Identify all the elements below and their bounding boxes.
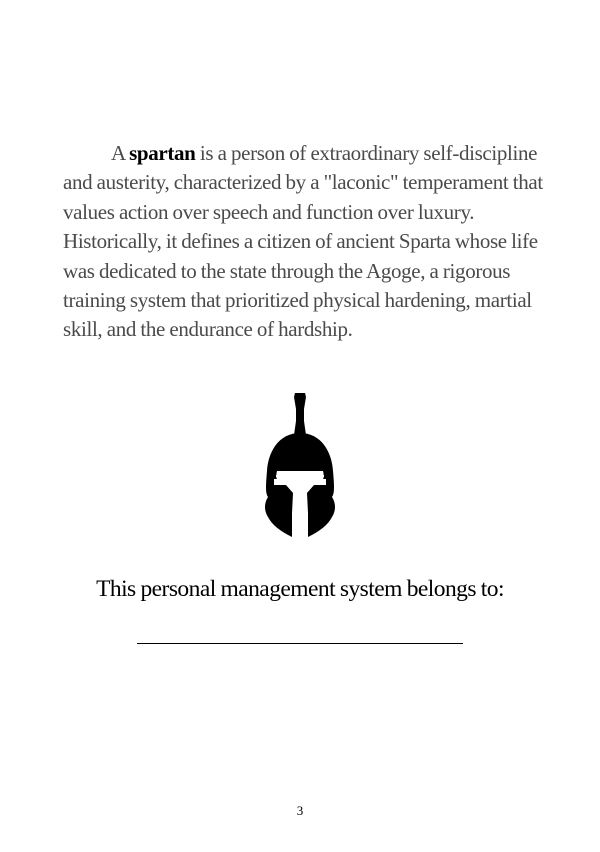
definition-lead: A: [111, 141, 125, 165]
ownership-label: This personal management system belongs to:: [96, 576, 504, 602]
definition-paragraph: [63, 139, 543, 345]
spartan-helmet-icon: [262, 393, 338, 538]
definition-term: spartan: [129, 141, 196, 165]
owner-name-line[interactable]: [137, 643, 463, 644]
definition-body: is a person of extraordinary self-discipline and austerity, characterized by a "laconic" temperament that values action over speech and function over luxury. Historically, it defines a citizen of ancient Sparta whose life was dedicated to the state through the Agoge, a rigorous training system that prioritized physical hardening, martial skill, and the endurance of hardship.: [63, 141, 543, 342]
page-number: 3: [296, 803, 304, 818]
